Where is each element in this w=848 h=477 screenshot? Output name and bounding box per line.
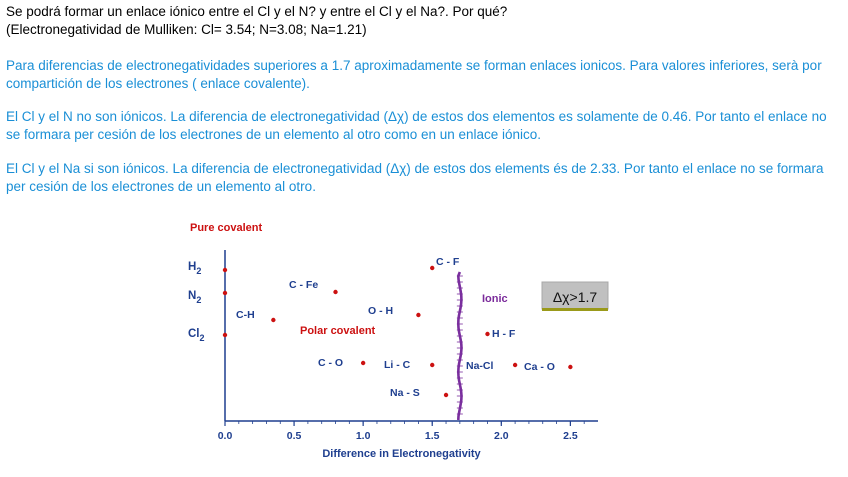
pure-covalent-point [223,333,227,337]
answer-paragraph-2: El Cl y el N no son iónicos. La diferencia de electronegatividad (Δχ) de estos dos elementos es solamente de 0.46. Por tanto el enlace no se formara per cesión de los electrones de un elemento al otro como en un enlace iónico. [6,109,827,142]
bond-label: Ca - O [524,361,555,373]
region-label-pure-covalent: Pure covalent [190,222,263,234]
x-tick-label: 0.0 [217,430,233,442]
bond-point [333,290,337,294]
pure-covalent-point [223,291,227,295]
region-label-ionic: Ionic [482,293,508,305]
bond-label: C - Fe [289,279,319,291]
x-axis-label: Difference in Electronegativity [322,448,481,460]
bond-label: Na-Cl [466,360,494,372]
threshold-box-underline [542,308,608,311]
bond-label: C - F [436,256,460,268]
bond-point [416,313,420,317]
bond-point [430,363,434,367]
electronegativity-chart [180,210,620,468]
pure-covalent-label: $H_2$ [188,261,202,276]
x-tick-label: 1.5 [424,430,440,442]
bond-label: Na - S [390,387,420,399]
question-line-2: (Electronegatividad de Mulliken: Cl= 3.54; N=3.08; Na=1.21) [6,22,367,37]
question-line-1: Se podrá formar un enlace iónico entre el Cl y el N? y entre el Cl y el Na?. Por qué? [6,4,508,19]
answer-paragraph-3: El Cl y el Na si son iónicos. La diferencia de electronegatividad (Δχ) de estos dos elements és de 2.33. Por tanto el enlace no se formara per cesión de los electrones de un elemento al otro. [6,161,824,194]
bond-label: O - H [368,305,394,317]
threshold-label: Δχ>1.7 [552,289,598,305]
bond-point [568,365,572,369]
bond-point [271,318,275,322]
pure-covalent-label: $N_2$ [188,290,202,305]
bond-label: C-H [236,309,255,321]
bond-point [430,266,434,270]
answer-paragraph-1: Para diferencias de electronegatividades superiores a 1.7 aproximadamente se forman enlaces ionicos. Para valores inferiores, serà por compartición de los electrones ( enlace covalente). [6,58,822,91]
region-label-polar-covalent: Polar covalent [300,325,376,337]
chart-marks [188,222,608,420]
bond-label: H - F [492,328,516,340]
bond-point [361,361,365,365]
x-tick-label: 0.5 [286,430,302,442]
x-tick-label: 2.0 [493,430,509,442]
x-tick-label: 2.5 [563,430,578,442]
pure-covalent-point [223,268,227,272]
pure-covalent-label: $Cl_2$ [188,328,205,343]
bond-point [485,332,489,336]
bond-label: Li - C [384,359,411,371]
x-tick-label: 1.0 [355,430,371,442]
question [6,3,507,39]
bond-label: C - O [318,357,344,369]
bond-point [444,393,448,397]
chart-axes [218,250,598,460]
bond-point [513,363,517,367]
